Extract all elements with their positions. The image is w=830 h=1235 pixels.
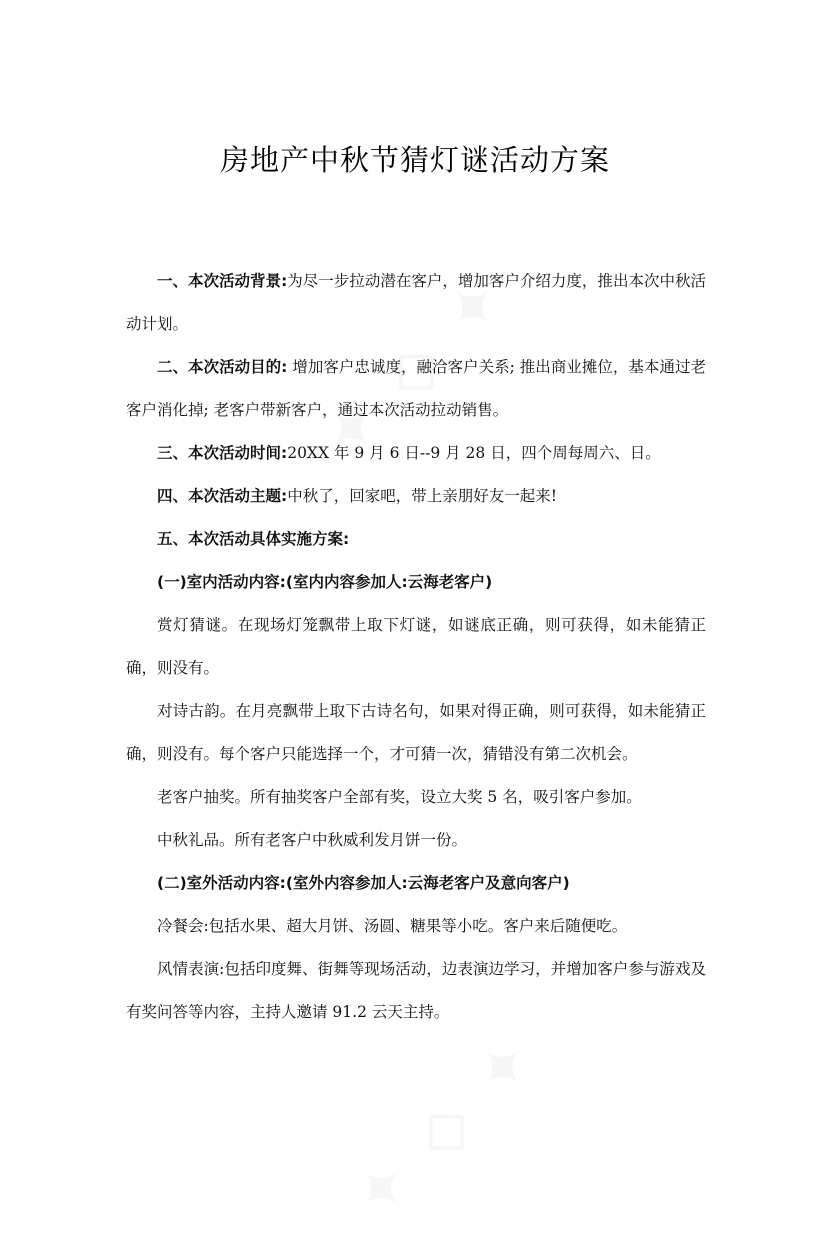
- section-heading: 五、本次活动具体实施方案:: [157, 530, 350, 548]
- list-item: 风情表演:包括印度舞、街舞等现场活动，边表演边学习，并增加客户参与游戏及有奖问答等内容，主持人邀请 91.2 云天主持。: [126, 960, 706, 1021]
- subsection-heading: (二)室外活动内容:(室外内容参加人:云海老客户及意向客户): [157, 874, 570, 892]
- paragraph-theme: [126, 475, 706, 518]
- section-text: 20XX 年 9 月 6 日--9 月 28 日，四个周每周六、日。: [287, 444, 661, 462]
- subsection-heading: (一)室内活动内容:(室内内容参加人:云海老客户): [157, 573, 493, 591]
- watermark-graphic: [338, 1019, 554, 1235]
- page-title: 房地产中秋节猜灯谜活动方案: [219, 143, 610, 177]
- section-label: 三、本次活动时间:: [157, 444, 288, 462]
- section-label: 二、本次活动目的:: [157, 358, 288, 376]
- section-text: 中秋了，回家吧，带上亲朋好友一起来!: [287, 487, 557, 505]
- section-text: 为尽一步拉动潜在客户，增加客户介绍力度，推出本次中秋活动计划。: [126, 272, 706, 333]
- paragraph-purpose: [126, 346, 706, 432]
- list-item: 赏灯猜谜。在现场灯笼飘带上取下灯谜，如谜底正确，则可获得，如未能猜正确，则没有。: [126, 616, 706, 677]
- list-item: 冷餐会:包括水果、超大月饼、汤圆、糖果等小吃。客户来后随便吃。: [157, 917, 628, 935]
- section-label: 一、本次活动背景:: [157, 272, 288, 290]
- document-body: [126, 260, 706, 1034]
- list-item: 中秋礼品。所有老客户中秋威利发月饼一份。: [157, 831, 468, 849]
- section-label: 四、本次活动主题:: [157, 487, 288, 505]
- list-item: 老客户抽奖。所有抽奖客户全部有奖，设立大奖 5 名，吸引客户参加。: [157, 788, 642, 806]
- list-item: 对诗古韵。在月亮飘带上取下古诗名句，如果对得正确，则可获得，如未能猜正确，则没有。每个客户只能选择一个，才可猜一次，猜错没有第二次机会。: [126, 702, 706, 763]
- paragraph-indoor-heading: [126, 561, 706, 604]
- paragraph-background: [126, 260, 706, 346]
- paragraph-time: [126, 432, 706, 475]
- section-text: 增加客户忠诚度，融洽客户关系; 推出商业摊位，基本通过老客户消化掉; 老客户带新客户，通过本次活动拉动销售。: [126, 358, 706, 419]
- paragraph-plan-heading: [126, 518, 706, 561]
- paragraph-outdoor-heading: [126, 862, 706, 905]
